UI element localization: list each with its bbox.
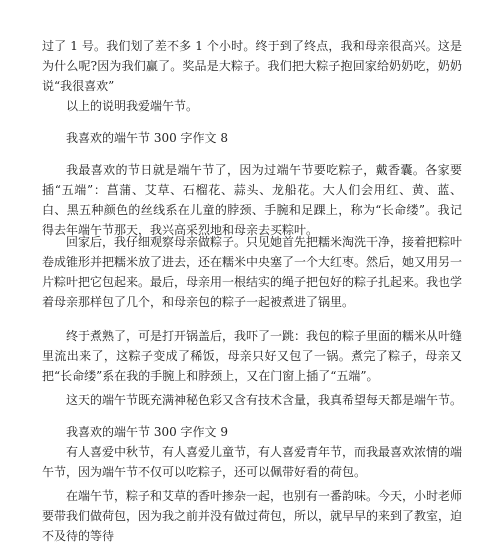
paragraph-4: 我最喜欢的节日就是端午节了，因为过端午节要吃粽子，戴香囊。各家要插“五端”：菖蒲、艾草、石榴花、蒜头、龙船花。大人们会用红、黄、蓝、白、黑五种颜色的丝线系在儿童的脖颈、手腕和足踝上，称为“长命缕”。我记得去年端午节那天，我兴高采烈地和母亲去买粽叶。 [42, 163, 462, 237]
paragraph-1: 过了 1 号。我们划了差不多 1 个小时。终于到了终点，我和母亲很高兴。这是为什么呢?因为我们赢了。奖品是大粽子。我们把大粽子抱回家给奶奶吃，奶奶说“我很喜欢” [42, 39, 462, 93]
paragraph-6: 终于煮熟了，可是打开锅盖后，我吓了一跳：我包的粽子里面的糯米从叶缝里流出来了，这粽子变成了稀饭，母亲只好又包了一锅。煮完了粽子，母亲又把“长命缕”系在我的手腕上和脖颈上，又在门窗上插了“五端”。 [42, 329, 463, 383]
essay-heading-8: 我喜欢的端午节 300 字作文 8 [66, 131, 228, 145]
essay-heading-9: 我喜欢的端午节 300 字作文 9 [66, 425, 228, 439]
paragraph-7: 这天的端午节既充满神秘色彩又含有技术含量，我真希望每天都是端午节。 [66, 393, 463, 407]
paragraph-10: 在端午节，粽子和艾草的香叶掺杂一起，也别有一番韵味。今天，小时老师要带我们做荷包，因为我之前并没有做过荷包，所以，就早早的来到了教室，迫不及待的等待 [42, 489, 463, 543]
paragraph-9: 有人喜爱中秋节，有人喜爱儿童节，有人喜爱青年节，而我最喜欢浓情的端午节，因为端午节不仅可以吃粽子，还可以佩带好看的荷包。 [42, 445, 463, 479]
paragraph-2: 以上的说明我爱端午节。 [66, 99, 199, 113]
paragraph-5: 回家后，我仔细观察母亲做粽子。只见她首先把糯米淘洗干净，接着把粽叶卷成锥形并把糯米放了进去，还在糯米中央塞了一个大红枣。然后，她又用另一片粽叶把它包起来。最后，母亲用一根结实的绳子把包好的粽子扎起来。我也学着母亲那样包了几个，和母亲包的粽子一起被煮进了锅里。 [42, 235, 463, 309]
